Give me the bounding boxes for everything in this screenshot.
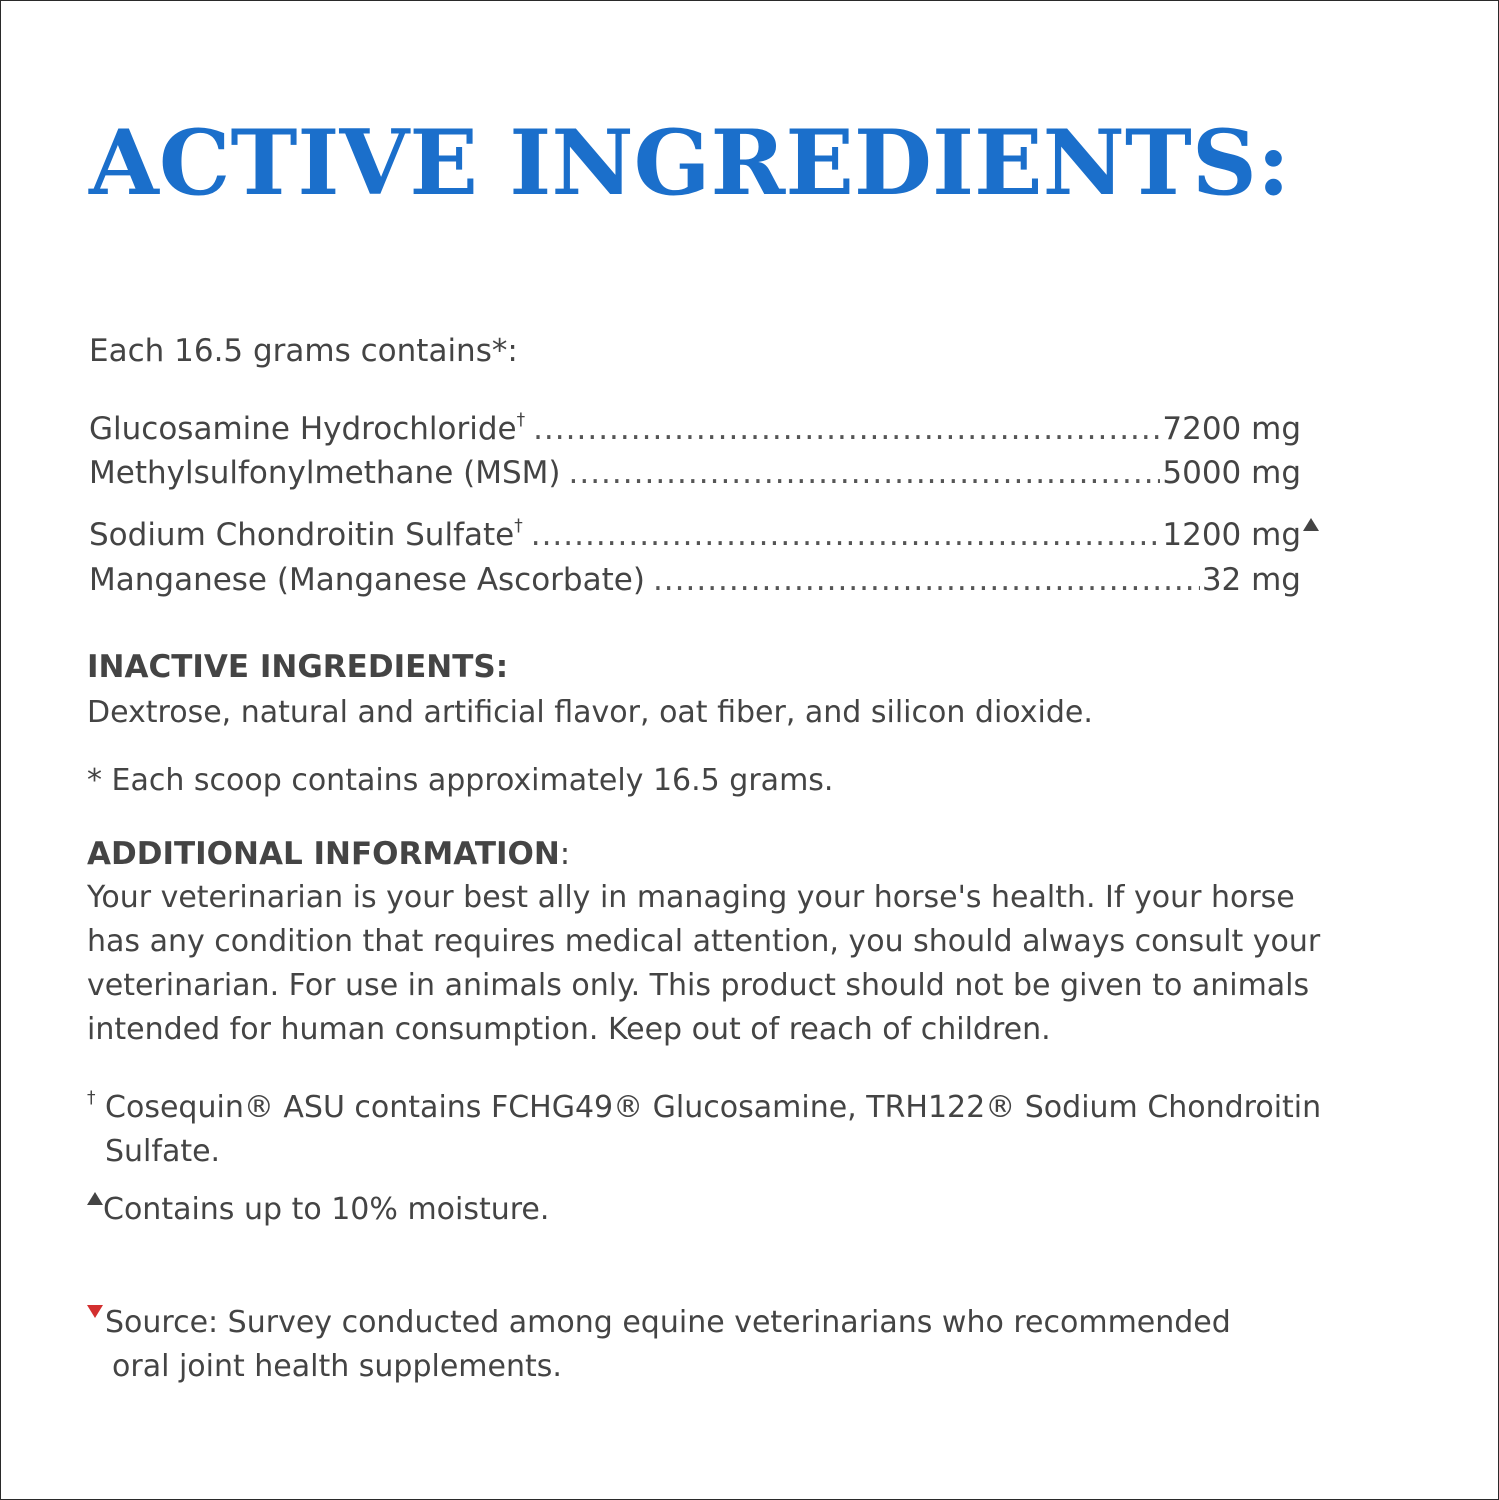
text-line: Your veterinarian is your best ally in managing your horse's health. If your horse (87, 880, 1295, 915)
ingredient-name: Methylsulfonylmethane (MSM) (89, 455, 561, 491)
additional-heading: ADDITIONAL INFORMATION: (87, 836, 571, 872)
dagger-mark: † (87, 1088, 96, 1108)
ingredient-name: Sodium Chondroitin Sulfate† (89, 516, 523, 553)
ingredient-row (89, 558, 1301, 608)
dagger-mark: † (514, 516, 523, 536)
text-line: veterinarian. For use in animals only. This product should not be given to animals (87, 968, 1310, 1003)
inactive-text: Dextrose, natural and artificial flavor, oat fiber, and silicon dioxide. (87, 695, 1093, 730)
additional-text (87, 876, 1387, 1052)
ingredient-amount: 1200 mg (1162, 513, 1319, 557)
text-line: oral joint health supplements. (112, 1349, 562, 1384)
dot-leader (531, 513, 1161, 557)
inactive-heading: INACTIVE INGREDIENTS: (87, 649, 509, 685)
ingredient-amount: 32 mg (1201, 562, 1301, 598)
triangle-down-icon (87, 1305, 103, 1318)
ingredient-row (89, 451, 1301, 501)
ingredient-row (89, 504, 1319, 554)
ingredient-name: Manganese (Manganese Ascorbate) (89, 562, 645, 598)
dagger-footnote (87, 1076, 1387, 1174)
text-line: has any condition that requires medical attention, you should always consult your (87, 924, 1321, 959)
triangle-up-icon (87, 1192, 103, 1205)
text-line: Cosequin® ASU contains FCHG49® Glucosamine, TRH122® Sodium Chondroitin (105, 1090, 1322, 1125)
text-line: intended for human consumption. Keep out of reach of children. (87, 1012, 1051, 1047)
dagger-mark: † (516, 410, 526, 430)
text-line: Source: Survey conducted among equine veterinarians who recommended (105, 1305, 1231, 1340)
dot-leader (653, 558, 1200, 602)
scoop-note: * Each scoop contains approximately 16.5 grams. (87, 763, 834, 798)
dot-leader (568, 451, 1160, 495)
ingredient-row (89, 398, 1301, 448)
ingredient-name: Glucosamine Hydrochloride† (89, 410, 526, 447)
dot-leader (533, 407, 1160, 451)
moisture-footnote: Contains up to 10% moisture. (87, 1188, 1387, 1232)
triangle-up-icon (1303, 518, 1319, 531)
serving-intro: Each 16.5 grams contains*: (89, 333, 518, 369)
text-line: Sulfate. (105, 1134, 221, 1169)
ingredient-amount: 7200 mg (1162, 411, 1301, 447)
source-footnote (87, 1301, 1387, 1389)
page-title: ACTIVE INGREDIENTS: (89, 110, 1291, 216)
ingredient-amount: 5000 mg (1162, 455, 1301, 491)
